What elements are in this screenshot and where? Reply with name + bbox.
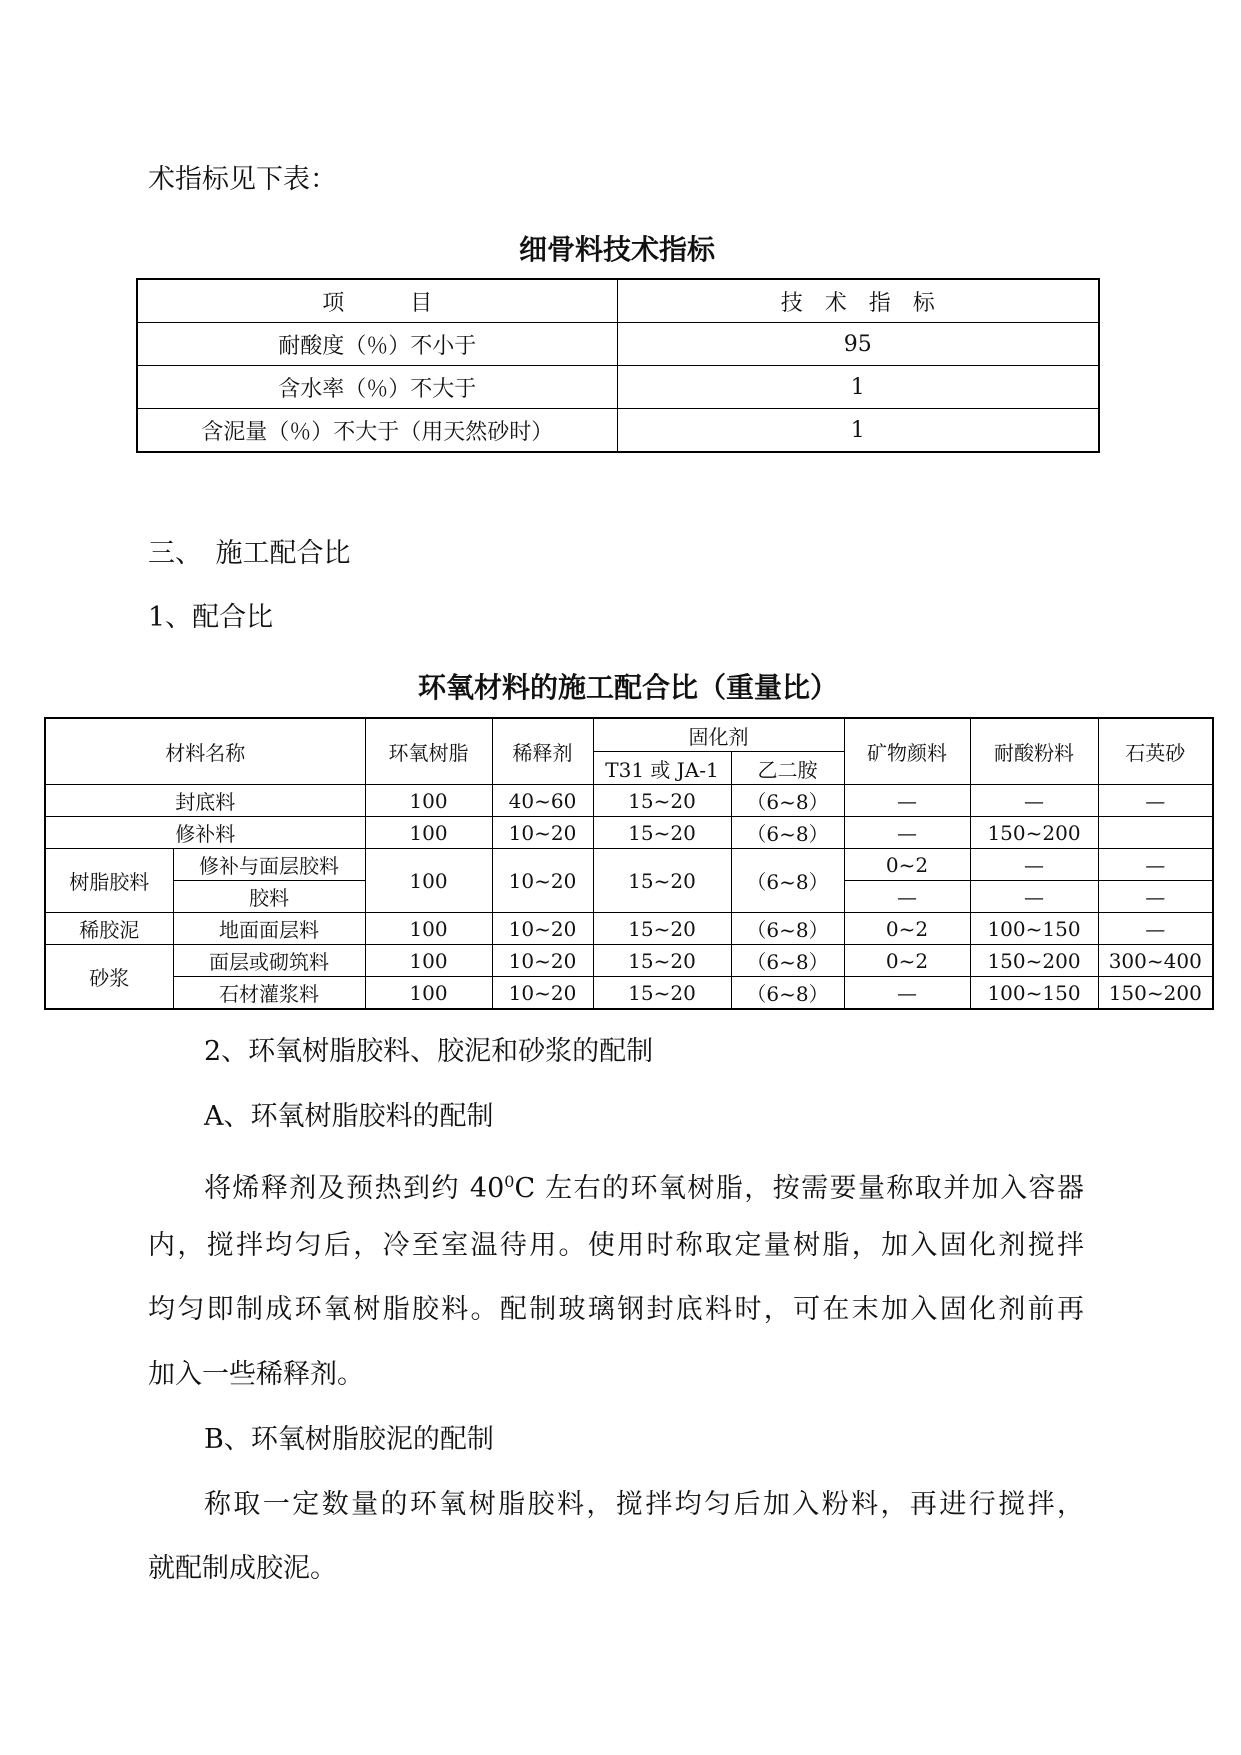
cell-diluent: 10~20	[492, 913, 593, 945]
mix-ratio-table	[44, 717, 1214, 1010]
group-dilute-mud: 稀胶泥	[45, 913, 173, 945]
row-name: 石材灌浆料	[173, 977, 365, 1010]
cell-quartz: —	[1098, 849, 1213, 881]
cell-diluent: 10~20	[492, 817, 593, 849]
cell-t31: 15~20	[593, 849, 731, 913]
cell-powder: 100~150	[970, 913, 1098, 945]
table-row	[137, 323, 1099, 366]
row-item: 耐酸度（％）不小于	[137, 323, 617, 366]
cell-quartz: —	[1098, 913, 1213, 945]
row-name: 面层或砌筑料	[173, 945, 365, 977]
cell-eda: （6~8）	[731, 945, 844, 977]
subsection-heading-2: 2、环氧树脂胶料、胶泥和砂浆的配制	[204, 1036, 654, 1067]
paragraph-b-line-2: 就配制成胶泥。	[148, 1553, 337, 1584]
subsection-heading-a: A、环氧树脂胶料的配制	[204, 1101, 494, 1132]
cell-quartz: 150~200	[1098, 977, 1213, 1010]
paragraph-a-line-1	[204, 1168, 1084, 1202]
cell-quartz	[1098, 817, 1213, 849]
cell-pigment: 0~2	[844, 913, 970, 945]
table-row	[137, 366, 1099, 409]
cell-epoxy: 100	[365, 817, 492, 849]
header-hardener-eda: 乙二胺	[731, 752, 844, 785]
cell-pigment: —	[844, 977, 970, 1010]
group-mortar: 砂浆	[45, 945, 173, 1010]
table-header-row	[137, 279, 1099, 323]
cell-pigment: —	[844, 817, 970, 849]
paragraph-a-line-4: 加入一些稀释剂。	[148, 1359, 364, 1390]
header-material-name: 材料名称	[45, 718, 365, 785]
table-row	[45, 913, 1213, 945]
cell-pigment: 0~2	[844, 849, 970, 881]
cell-t31: 15~20	[593, 817, 731, 849]
header-pigment: 矿物颜料	[844, 718, 970, 785]
cell-pigment: —	[844, 785, 970, 817]
header-quartz: 石英砂	[1098, 718, 1213, 785]
header-diluent: 稀释剂	[492, 718, 593, 785]
intro-text: 术指标见下表：	[148, 164, 337, 195]
row-name: 修补料	[45, 817, 365, 849]
cell-epoxy: 100	[365, 945, 492, 977]
cell-epoxy: 100	[365, 977, 492, 1010]
header-hardener-t31: T31 或 JA-1	[593, 752, 731, 785]
cell-epoxy: 100	[365, 913, 492, 945]
degree-superscript: 0	[504, 1172, 515, 1191]
cell-quartz: —	[1098, 785, 1213, 817]
header-hardener: 固化剂	[593, 718, 844, 752]
table-row	[45, 849, 1213, 881]
row-item: 含水率（％）不大于	[137, 366, 617, 409]
row-name: 胶料	[173, 881, 365, 913]
section-heading: 三、 施工配合比	[148, 538, 351, 569]
cell-powder: 100~150	[970, 977, 1098, 1010]
paragraph-a-line-2: 内，搅拌均匀后，冷至室温待用。使用时称取定量树脂，加入固化剂搅拌	[148, 1230, 1084, 1261]
table-header-row	[45, 718, 1213, 752]
row-item: 含泥量（％）不大于（用天然砂时）	[137, 409, 617, 453]
cell-powder: —	[970, 849, 1098, 881]
table-row	[45, 945, 1213, 977]
table-row	[45, 817, 1213, 849]
cell-t31: 15~20	[593, 785, 731, 817]
header-item: 项 目	[137, 279, 617, 323]
cell-t31: 15~20	[593, 913, 731, 945]
row-name: 封底料	[45, 785, 365, 817]
cell-eda: （6~8）	[731, 785, 844, 817]
paragraph-a-text: C 左右的环氧树脂，按需要量称取并加入容器	[514, 1173, 1084, 1204]
subsection-heading-b: B、环氧树脂胶泥的配制	[204, 1424, 494, 1455]
paragraph-a-line-3: 均匀即制成环氧树脂胶料。配制玻璃钢封底料时，可在末加入固化剂前再	[148, 1294, 1084, 1325]
table2-caption: 环氧材料的施工配合比（重量比）	[417, 671, 838, 704]
cell-powder: 150~200	[970, 945, 1098, 977]
table1-caption: 细骨料技术指标	[518, 233, 715, 266]
table-row	[45, 977, 1213, 1010]
subsection-heading: 1、配合比	[148, 602, 274, 633]
row-value: 1	[617, 366, 1099, 409]
header-epoxy: 环氧树脂	[365, 718, 492, 785]
paragraph-a-text: 将烯释剂及预热到约 40	[204, 1173, 505, 1204]
group-resin-glue: 树脂胶料	[45, 849, 173, 913]
cell-diluent: 10~20	[492, 945, 593, 977]
cell-powder: —	[970, 785, 1098, 817]
cell-diluent: 40~60	[492, 785, 593, 817]
cell-epoxy: 100	[365, 785, 492, 817]
fine-aggregate-table	[136, 278, 1100, 453]
table-row	[45, 785, 1213, 817]
paragraph-b-line-1: 称取一定数量的环氧树脂胶料，搅拌均匀后加入粉料，再进行搅拌，	[204, 1489, 1084, 1520]
cell-t31: 15~20	[593, 977, 731, 1010]
cell-powder: 150~200	[970, 817, 1098, 849]
cell-eda: （6~8）	[731, 977, 844, 1010]
cell-eda: （6~8）	[731, 913, 844, 945]
cell-t31: 15~20	[593, 945, 731, 977]
row-value: 1	[617, 409, 1099, 453]
cell-epoxy: 100	[365, 849, 492, 913]
row-name: 修补与面层胶料	[173, 849, 365, 881]
header-value: 技 术 指 标	[617, 279, 1099, 323]
row-name: 地面面层料	[173, 913, 365, 945]
cell-diluent: 10~20	[492, 849, 593, 913]
cell-quartz: —	[1098, 881, 1213, 913]
table-row	[137, 409, 1099, 453]
cell-pigment: 0~2	[844, 945, 970, 977]
cell-diluent: 10~20	[492, 977, 593, 1010]
header-acid-powder: 耐酸粉料	[970, 718, 1098, 785]
cell-powder: —	[970, 881, 1098, 913]
row-value: 95	[617, 323, 1099, 366]
cell-eda: （6~8）	[731, 817, 844, 849]
cell-eda: （6~8）	[731, 849, 844, 913]
cell-pigment: —	[844, 881, 970, 913]
cell-quartz: 300~400	[1098, 945, 1213, 977]
